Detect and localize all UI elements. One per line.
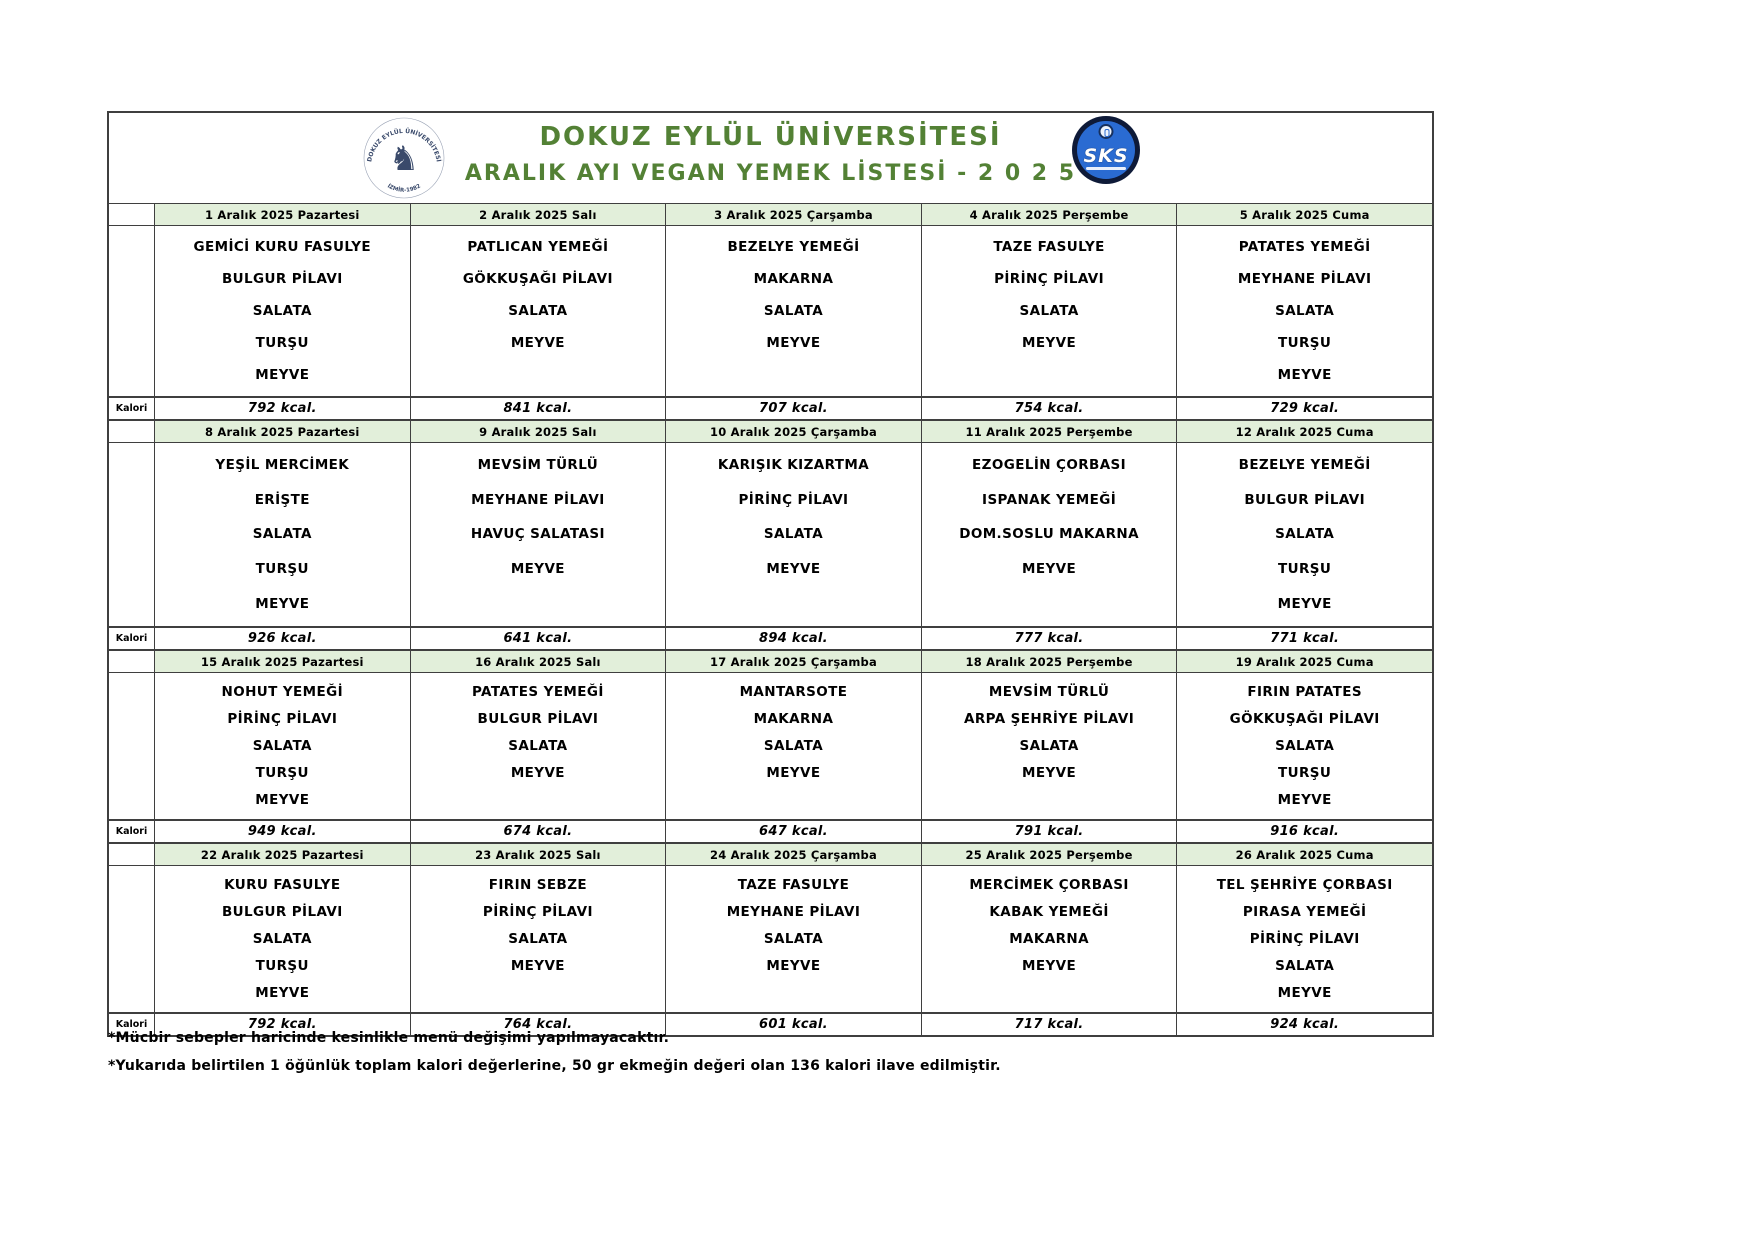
date-cell: 1 Aralık 2025 Pazartesi xyxy=(155,204,411,225)
date-row-corner-cell xyxy=(109,204,155,225)
date-row xyxy=(109,844,1432,866)
menu-item: DOM.SOSLU MAKARNA xyxy=(959,526,1139,543)
date-cell: 5 Aralık 2025 Cuma xyxy=(1177,204,1432,225)
menu-item: ISPANAK YEMEĞİ xyxy=(982,491,1117,508)
day-menu-cell xyxy=(922,866,1178,1012)
date-cell: 25 Aralık 2025 Perşembe xyxy=(922,844,1178,865)
menu-row-corner-cell xyxy=(109,443,155,626)
menu-item xyxy=(413,586,664,621)
menu-item: MEYVE xyxy=(766,561,821,578)
kcal-value-cell: 949 kcal. xyxy=(155,821,411,842)
menu-item: ERİŞTE xyxy=(254,491,310,508)
menu-item: GEMİCİ KURU FASULYE xyxy=(193,239,372,255)
menu-item xyxy=(924,980,1175,1007)
menu-item: SALATA xyxy=(1275,303,1335,319)
seal-ring-text: DOKUZ EYLÜL ÜNİVERSİTESİ xyxy=(366,127,442,163)
seal-bottom-text: İZMİR-1982 xyxy=(386,183,422,194)
week-block xyxy=(109,651,1432,844)
menu-item: MANTARSOTE xyxy=(739,683,848,700)
day-menu-cell xyxy=(922,673,1178,819)
university-title: DOKUZ EYLÜL ÜNİVERSİTESİ xyxy=(539,122,1002,152)
menu-item: SALATA xyxy=(763,303,824,319)
menu-item: TAZE FASULYE xyxy=(737,876,850,893)
sks-logo-inner xyxy=(1077,121,1135,179)
menu-item: HAVUÇ SALATASI xyxy=(470,526,605,543)
kalori-label: Kalori xyxy=(109,398,155,419)
menu-item: MAKARNA xyxy=(753,271,834,287)
date-cell: 19 Aralık 2025 Cuma xyxy=(1177,651,1432,672)
day-menu-cell xyxy=(155,673,411,819)
menu-item xyxy=(924,586,1175,621)
menu-item: TURŞU xyxy=(1278,561,1332,578)
day-menu-cell xyxy=(411,866,667,1012)
menu-row-corner-cell xyxy=(109,866,155,1012)
menu-row-corner-cell xyxy=(109,673,155,819)
menu-item: SALATA xyxy=(1019,738,1079,754)
menu-item xyxy=(413,359,664,391)
date-cell: 10 Aralık 2025 Çarşamba xyxy=(666,421,922,442)
footer-note-2: *Yukarıda belirtilen 1 öğünlük toplam kalori değerlerine, 50 gr ekmeğin değeri olan 136 kalori ilave edilmiştir. xyxy=(108,1058,1001,1074)
menu-item: MEYVE xyxy=(1277,595,1332,612)
menu-item: EZOGELİN ÇORBASI xyxy=(972,457,1127,474)
menu-item xyxy=(668,787,919,814)
menu-item: TURŞU xyxy=(255,561,309,578)
kalori-label: Kalori xyxy=(109,628,155,649)
day-menu-cell xyxy=(1177,226,1432,396)
menu-item xyxy=(413,787,664,814)
date-cell: 4 Aralık 2025 Perşembe xyxy=(922,204,1178,225)
menu-item: MEVSİM TÜRLÜ xyxy=(477,457,599,474)
menu-item: MEYVE xyxy=(1277,985,1332,1002)
date-cell: 2 Aralık 2025 Salı xyxy=(411,204,667,225)
menu-item: GÖKKUŞAĞI PİLAVI xyxy=(462,271,613,287)
day-menu-cell xyxy=(411,226,667,396)
kcal-value-cell: 924 kcal. xyxy=(1270,1017,1340,1032)
menu-item: MERCİMEK ÇORBASI xyxy=(969,876,1129,893)
menu-item: MEVSİM TÜRLÜ xyxy=(988,683,1110,700)
kcal-value-cell: 894 kcal. xyxy=(666,628,922,649)
menu-item: MEYVE xyxy=(1022,561,1077,578)
menu-item: MAKARNA xyxy=(753,710,834,727)
menu-item: MEYVE xyxy=(1022,765,1077,782)
menu-item: TURŞU xyxy=(1278,335,1332,351)
menu-item: TEL ŞEHRİYE ÇORBASI xyxy=(1216,876,1393,893)
menu-item: MEYVE xyxy=(1022,335,1077,351)
menu-item: SALATA xyxy=(252,931,312,947)
menu-item: TURŞU xyxy=(255,958,309,975)
kcal-value-cell: 647 kcal. xyxy=(666,821,922,842)
menu-item: MEYHANE PİLAVI xyxy=(726,903,861,920)
date-row xyxy=(109,204,1432,226)
day-menu-cell xyxy=(155,226,411,396)
date-row-corner-cell xyxy=(109,844,155,865)
menu-item: SALATA xyxy=(1019,303,1079,319)
day-menu-cell xyxy=(666,443,922,626)
menu-item: MEYVE xyxy=(255,792,310,809)
day-menu-cell xyxy=(666,226,922,396)
menu-item: MEYHANE PİLAVI xyxy=(471,491,605,508)
kalori-row xyxy=(109,819,1432,842)
menu-document xyxy=(107,111,1434,1037)
date-row-corner-cell xyxy=(109,421,155,442)
menu-item: KABAK YEMEĞİ xyxy=(989,903,1109,920)
menu-item: SALATA xyxy=(1275,958,1335,975)
date-cell: 3 Aralık 2025 Çarşamba xyxy=(666,204,922,225)
horse-rider-icon: ♞ xyxy=(388,139,420,179)
day-menu-cell xyxy=(1177,866,1432,1012)
menu-item: MEYVE xyxy=(510,561,565,578)
menu-item: MEYVE xyxy=(510,958,565,975)
menu-item xyxy=(413,980,664,1007)
menu-item: BULGUR PİLAVI xyxy=(221,271,343,287)
menu-item: PİRİNÇ PİLAVI xyxy=(482,903,593,920)
footer-notes xyxy=(108,1030,1001,1086)
weeks-container xyxy=(109,204,1432,1035)
menu-item: PATATES YEMEĞİ xyxy=(471,683,604,700)
week-block xyxy=(109,204,1432,421)
menu-item: KARIŞIK KIZARTMA xyxy=(717,457,870,474)
menu-item: MEYVE xyxy=(255,985,310,1002)
menu-item: SALATA xyxy=(763,526,824,543)
menu-item: MEYVE xyxy=(510,335,565,351)
kalori-label: Kalori xyxy=(109,1014,155,1035)
date-cell: 11 Aralık 2025 Perşembe xyxy=(922,421,1178,442)
menu-item: SALATA xyxy=(252,526,312,543)
menu-item xyxy=(668,586,919,621)
day-menu-cell xyxy=(1177,443,1432,626)
kcal-value-cell: 707 kcal. xyxy=(666,398,922,419)
day-menu-cell xyxy=(411,443,667,626)
menu-item: PİRİNÇ PİLAVI xyxy=(227,710,338,727)
menu-item: SALATA xyxy=(1275,526,1335,543)
menu-item: GÖKKUŞAĞI PİLAVI xyxy=(1229,710,1380,727)
kcal-value-cell: 792 kcal. xyxy=(155,398,411,419)
menu-item: PIRASA YEMEĞİ xyxy=(1242,903,1367,920)
kcal-value-cell: 601 kcal. xyxy=(666,1014,922,1035)
menu-item: ARPA ŞEHRİYE PİLAVI xyxy=(964,710,1135,727)
menu-row xyxy=(109,673,1432,819)
menu-item: FIRIN SEBZE xyxy=(488,876,588,893)
menu-item: PİRİNÇ PİLAVI xyxy=(1249,931,1360,947)
document-header xyxy=(109,113,1432,204)
kcal-value-cell: 792 kcal. xyxy=(155,1014,411,1035)
kcal-value-cell: 777 kcal. xyxy=(922,628,1178,649)
menu-row-corner-cell xyxy=(109,226,155,396)
footer-note-1: *Mücbir sebepler haricinde kesinlikle menü değişimi yapılmayacaktır. xyxy=(108,1030,670,1046)
menu-item xyxy=(668,359,919,391)
date-cell: 26 Aralık 2025 Cuma xyxy=(1177,844,1432,865)
date-cell: 24 Aralık 2025 Çarşamba xyxy=(666,844,922,865)
menu-item: MEYVE xyxy=(255,595,310,612)
kcal-value-cell: 674 kcal. xyxy=(411,821,667,842)
menu-item xyxy=(668,980,919,1007)
kcal-value-cell: 791 kcal. xyxy=(922,821,1178,842)
menu-item: BEZELYE YEMEĞİ xyxy=(727,239,860,255)
kcal-value-cell: 771 kcal. xyxy=(1270,631,1340,646)
menu-item: SALATA xyxy=(508,303,568,319)
menu-item: MEYVE xyxy=(1022,958,1077,975)
kcal-value-cell: 641 kcal. xyxy=(411,628,667,649)
menu-item: MEYVE xyxy=(1277,792,1332,809)
date-cell: 12 Aralık 2025 Cuma xyxy=(1177,421,1432,442)
menu-item: SALATA xyxy=(252,303,312,319)
menu-row xyxy=(109,443,1432,626)
menu-item: SALATA xyxy=(508,738,568,754)
day-menu-cell xyxy=(1177,673,1432,819)
menu-item: YEŞİL MERCİMEK xyxy=(215,457,350,474)
menu-item: TURŞU xyxy=(255,765,309,782)
menu-item: MAKARNA xyxy=(1009,931,1089,947)
day-menu-cell xyxy=(155,866,411,1012)
kcal-value-cell: 926 kcal. xyxy=(155,628,411,649)
menu-item: PİRİNÇ PİLAVI xyxy=(738,491,849,508)
kcal-value-cell: 916 kcal. xyxy=(1270,824,1340,839)
day-menu-cell xyxy=(666,866,922,1012)
menu-item: SALATA xyxy=(252,738,312,754)
menu-item: BULGUR PİLAVI xyxy=(477,710,599,727)
kalori-row xyxy=(109,626,1432,649)
kcal-value-cell: 717 kcal. xyxy=(922,1014,1178,1035)
menu-item: PATATES YEMEĞİ xyxy=(1238,239,1371,255)
day-menu-cell xyxy=(666,673,922,819)
menu-row xyxy=(109,866,1432,1012)
date-cell: 16 Aralık 2025 Salı xyxy=(411,651,667,672)
date-cell: 9 Aralık 2025 Salı xyxy=(411,421,667,442)
day-menu-cell xyxy=(922,443,1178,626)
menu-row xyxy=(109,226,1432,396)
sks-logo xyxy=(1072,116,1140,184)
menu-item: TURŞU xyxy=(1278,765,1332,782)
kalori-label: Kalori xyxy=(109,821,155,842)
kcal-value-cell: 841 kcal. xyxy=(411,398,667,419)
day-menu-cell xyxy=(922,226,1178,396)
menu-item: TURŞU xyxy=(255,335,309,351)
date-cell: 8 Aralık 2025 Pazartesi xyxy=(155,421,411,442)
sks-emblem-icon xyxy=(1099,124,1114,139)
menu-item: KURU FASULYE xyxy=(224,876,341,893)
menu-item xyxy=(924,359,1175,391)
date-cell: 23 Aralık 2025 Salı xyxy=(411,844,667,865)
date-cell: 18 Aralık 2025 Perşembe xyxy=(922,651,1178,672)
menu-item: PATLICAN YEMEĞİ xyxy=(467,239,609,255)
kalori-row xyxy=(109,396,1432,419)
day-menu-cell xyxy=(411,673,667,819)
menu-item: MEYVE xyxy=(766,958,821,975)
menu-item: MEYVE xyxy=(1277,367,1332,383)
menu-item: BULGUR PİLAVI xyxy=(221,903,343,920)
menu-item: MEYHANE PİLAVI xyxy=(1237,271,1372,287)
date-row xyxy=(109,421,1432,443)
menu-item: PİRİNÇ PİLAVI xyxy=(994,271,1105,287)
menu-item: MEYVE xyxy=(766,765,821,782)
menu-list-title: ARALIK AYI VEGAN YEMEK LİSTESİ - 2 0 2 5 xyxy=(464,161,1077,186)
menu-item: NOHUT YEMEĞİ xyxy=(221,683,344,700)
week-block xyxy=(109,421,1432,651)
menu-item: MEYVE xyxy=(766,335,821,351)
date-cell: 15 Aralık 2025 Pazartesi xyxy=(155,651,411,672)
menu-item: MEYVE xyxy=(510,765,565,782)
menu-item: BEZELYE YEMEĞİ xyxy=(1238,457,1371,474)
menu-item: BULGUR PİLAVI xyxy=(1244,491,1366,508)
menu-item: SALATA xyxy=(763,931,824,947)
menu-item: TAZE FASULYE xyxy=(993,239,1105,255)
week-block xyxy=(109,844,1432,1035)
date-row-corner-cell xyxy=(109,651,155,672)
date-row xyxy=(109,651,1432,673)
date-cell: 17 Aralık 2025 Çarşamba xyxy=(666,651,922,672)
menu-item: SALATA xyxy=(1275,738,1335,754)
menu-item: SALATA xyxy=(508,931,568,947)
menu-item xyxy=(924,787,1175,814)
sks-logo-text: SKS xyxy=(1083,145,1129,167)
sks-logo-band xyxy=(1086,167,1126,170)
kcal-value-cell: 764 kcal. xyxy=(411,1014,667,1035)
menu-item: MEYVE xyxy=(255,367,310,383)
date-cell: 22 Aralık 2025 Pazartesi xyxy=(155,844,411,865)
kcal-value-cell: 729 kcal. xyxy=(1270,401,1340,416)
menu-item: FIRIN PATATES xyxy=(1247,683,1362,700)
header-titles xyxy=(109,113,1432,186)
menu-item: SALATA xyxy=(763,738,824,754)
day-menu-cell xyxy=(155,443,411,626)
kcal-value-cell: 754 kcal. xyxy=(922,398,1178,419)
